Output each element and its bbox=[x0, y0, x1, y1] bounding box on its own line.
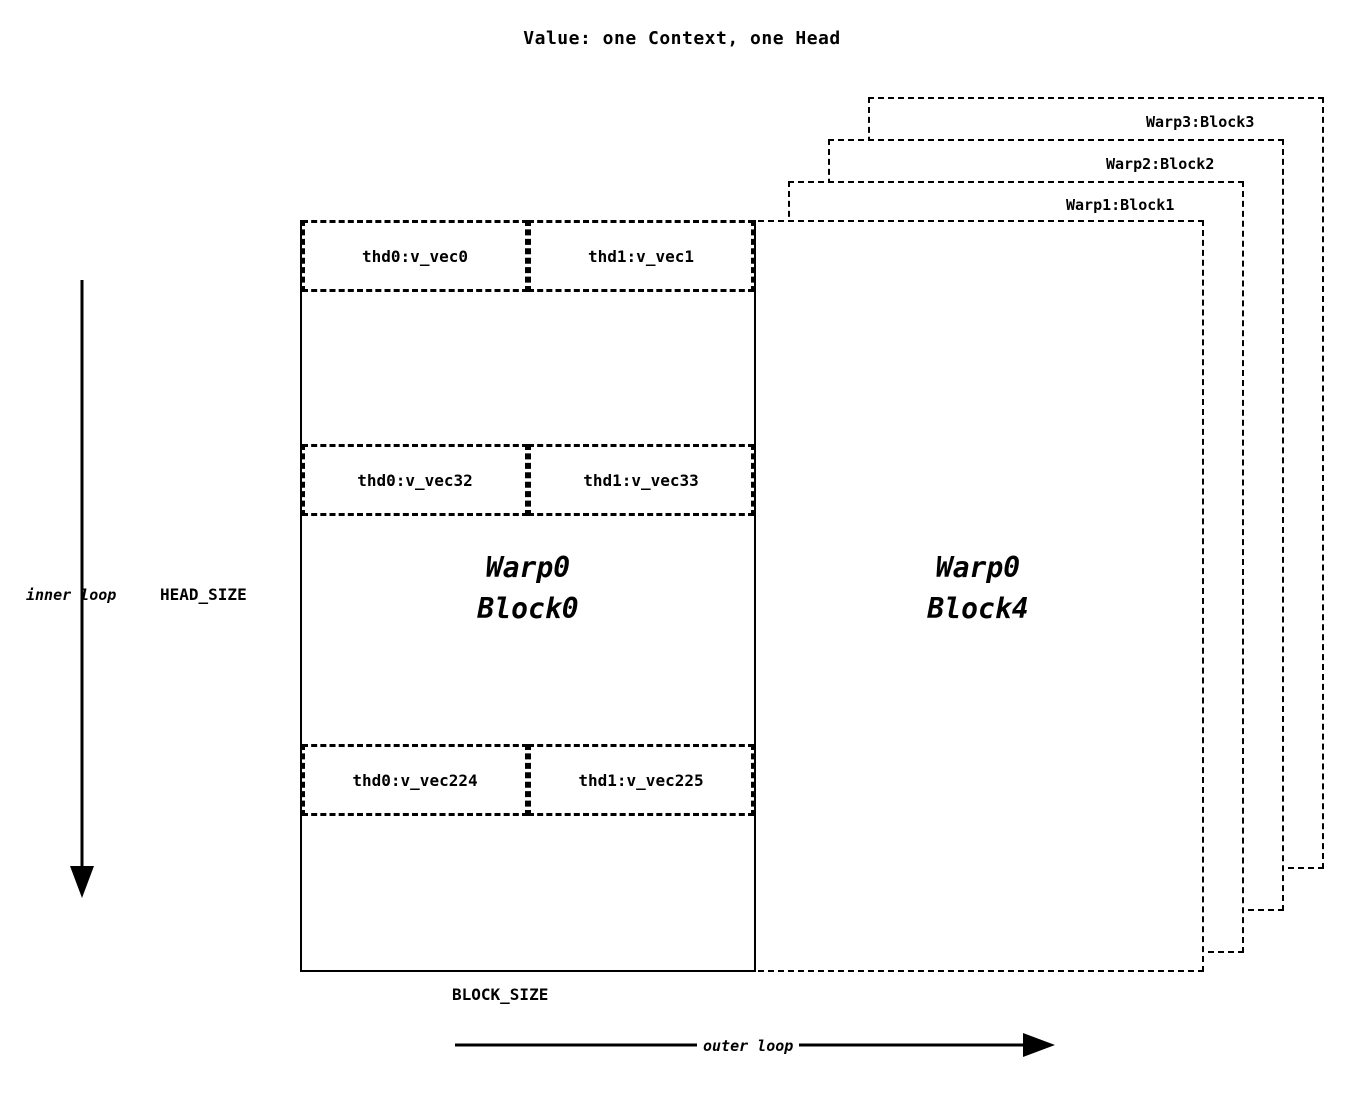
thread-cell-thd1-vec33: thd1:v_vec33 bbox=[528, 444, 754, 516]
block0-warp-label bbox=[388, 548, 668, 629]
inner-loop-label: inner loop bbox=[26, 586, 117, 604]
thread-cell-thd0-vec224: thd0:v_vec224 bbox=[302, 744, 528, 816]
block4-block-line2: Block4 bbox=[927, 591, 1029, 625]
head-size-label: HEAD_SIZE bbox=[160, 585, 247, 604]
ghost-label-warp2: Warp2:Block2 bbox=[1106, 155, 1215, 173]
thread-cell-thd0-vec0: thd0:v_vec0 bbox=[302, 220, 528, 292]
thread-cell-thd1-vec225: thd1:v_vec225 bbox=[528, 744, 754, 816]
block-size-label: BLOCK_SIZE bbox=[452, 985, 549, 1004]
block0-warp-line1: Warp0 bbox=[485, 551, 571, 584]
diagram-title: Value: one Context, one Head bbox=[523, 28, 841, 49]
block0-block-line2: Block0 bbox=[477, 591, 579, 625]
block4-warp-line1: Warp0 bbox=[935, 551, 1021, 584]
thread-cell-thd0-vec32: thd0:v_vec32 bbox=[302, 444, 528, 516]
outer-loop-label: outer loop bbox=[697, 1037, 799, 1055]
ghost-label-warp1: Warp1:Block1 bbox=[1066, 196, 1175, 214]
thread-cell-thd1-vec1: thd1:v_vec1 bbox=[528, 220, 754, 292]
ghost-label-warp3: Warp3:Block3 bbox=[1146, 113, 1255, 131]
block4-warp-label bbox=[838, 548, 1118, 629]
